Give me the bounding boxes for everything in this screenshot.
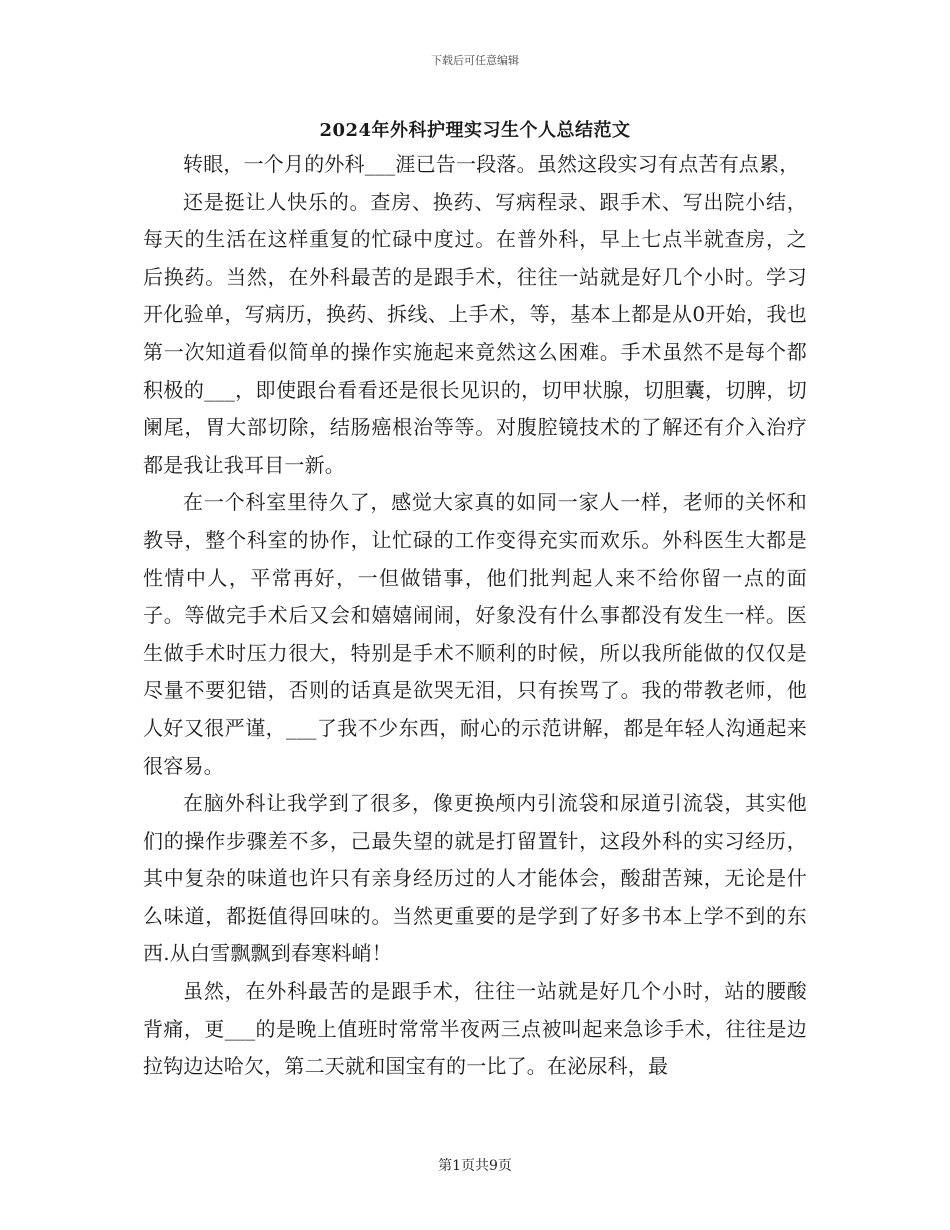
- paragraph-4: 在脑外科让我学到了很多，像更换颅内引流袋和尿道引流袋，其实他们的操作步骤差不多，己最失望的就是打留置针，这段外科的实习经历，其中复杂的味道也许只有亲身经历过的人才能体会，酸甜苦辣，无论是什么味道，都挺值得回味的。当然更重要的是学到了好多书本上学不到的东西.从白雪飘飘到春寒料峭！: [143, 791, 807, 966]
- paragraph-2: 还是挺让人快乐的。查房、换药、写病程录、跟手术、写出院小结，每天的生活在这样重复的忙碌中度过。在普外科，早上七点半就查房，之后换药。当然，在外科最苦的是跟手术，往往一站就是好几个小时。学习开化验单，写病历，换药、拆线、上手术，等，基本上都是从0开始，我也第一次知道看似简单的操作实施起来竟然这么困难。手术虽然不是每个都积极的___，即使跟台看看还是很长见识的，切甲状腺，切胆囊，切脾，切阑尾，胃大部切除，结肠癌根治等等。对腹腔镜技术的了解还有介入治疗都是我让我耳目一新。: [143, 189, 807, 477]
- page-header-note: 下载后可任意编辑: [431, 54, 519, 67]
- paragraph-3: 在一个科室里待久了，感觉大家真的如同一家人一样，老师的关怀和教导，整个科室的协作，让忙碌的工作变得充实而欢乐。外科医生大都是性情中人，平常再好，一但做错事，他们批判起人来不给你留一点的面子。等做完手术后又会和嬉嬉闹闹，好象没有什么事都没有发生一样。医生做手术时压力很大，特别是手术不顺利的时候，所以我所能做的仅仅是尽量不要犯错，否则的话真是欲哭无泪，只有挨骂了。我的带教老师，他人好又很严谨，___了我不少东西，耐心的示范讲解，都是年轻人沟通起来很容易。: [143, 490, 807, 778]
- paragraph-5: 虽然，在外科最苦的是跟手术，往往一站就是好几个小时，站的腰酸背痛，更___的是晚上值班时常常半夜两三点被叫起来急诊手术，往往是边拉钩边达哈欠，第二天就和国宝有的一比了。在泌尿科，最: [143, 979, 807, 1079]
- document-body: [143, 146, 807, 1086]
- page-footer-number: 第1页共9页: [438, 1158, 512, 1174]
- document-title: 2024年外科护理实习生个人总结范文: [319, 120, 631, 141]
- paragraph-1: 转眼，一个月的外科___涯已告一段落。虽然这段实习有点苦有点累，: [183, 152, 800, 176]
